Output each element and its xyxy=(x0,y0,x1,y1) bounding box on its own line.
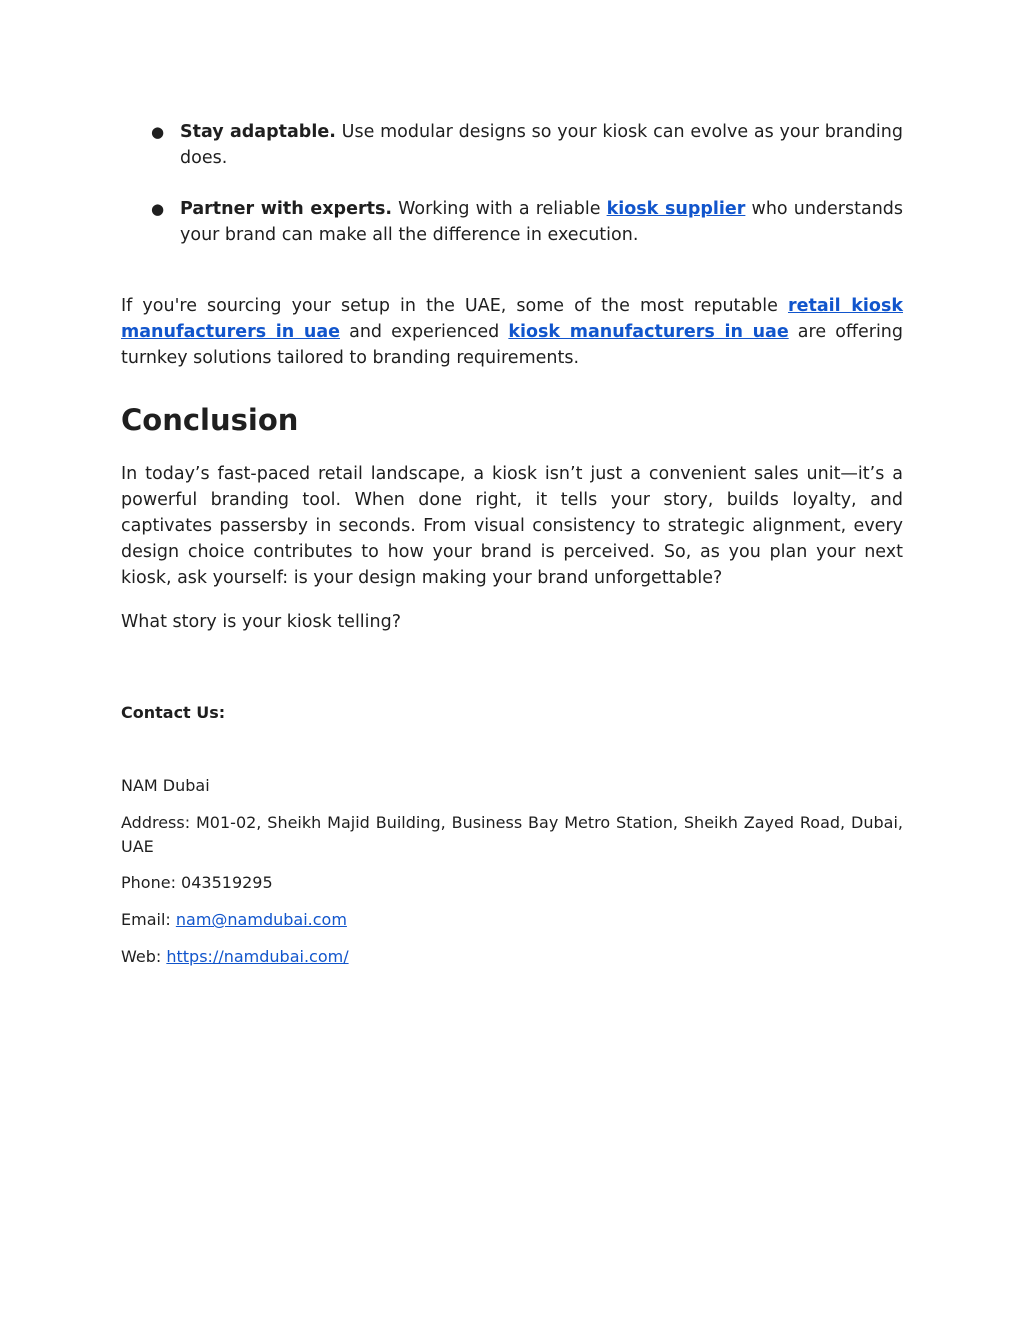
conclusion-paragraph: In today’s fast-paced retail landscape, a kiosk isn’t just a convenient sales unit—it’s a powerful branding tool. When done right, it tells your story, builds loyalty, and captivates passersby in seconds. From visual consistency to strategic alignment, every design choice contributes to how your brand is perceived. So, as you plan your next kiosk, ask yourself: is your design making your brand unforgettable? xyxy=(121,464,903,588)
bullet-icon: ● xyxy=(151,123,165,141)
list-item xyxy=(121,196,903,248)
bullet-text: Use modular designs so your kiosk can evolve as your branding does. xyxy=(180,122,903,168)
email-line xyxy=(121,908,903,932)
bullet-heading: Partner with experts. xyxy=(180,199,393,219)
contact-heading: Contact Us: xyxy=(121,703,226,722)
bullet-icon: ● xyxy=(151,200,165,218)
bullet-text: Working with a reliable xyxy=(392,199,607,219)
list-item xyxy=(121,119,903,171)
web-label: Web: xyxy=(121,947,167,966)
kiosk-supplier-link[interactable]: kiosk supplier xyxy=(606,199,746,219)
paragraph-text: If you're sourcing your setup in the UAE, some of the most reputable xyxy=(121,296,788,316)
paragraph-text: and experienced xyxy=(340,322,509,342)
closing-question: What story is your kiosk telling? xyxy=(121,612,402,632)
tips-list xyxy=(121,119,903,273)
email-label: Email: xyxy=(121,910,176,929)
company-name: NAM Dubai xyxy=(121,776,210,795)
sourcing-paragraph xyxy=(121,293,903,371)
web-line xyxy=(121,945,903,969)
retail-kiosk-manufacturers-link[interactable]: retail kiosk manufacturers in uae xyxy=(121,296,903,342)
bullet-text: who understands your brand can make all the difference in execution. xyxy=(180,199,904,245)
address-text: Address: M01-02, Sheikh Majid Building, Business Bay Metro Station, Sheikh Zayed Road, Dubai, UAE xyxy=(121,813,903,856)
paragraph-text: are offering turnkey solutions tailored to branding requirements. xyxy=(121,322,904,368)
conclusion-heading: Conclusion xyxy=(121,403,299,437)
email-link[interactable]: nam@namdubai.com xyxy=(175,910,347,929)
website-link[interactable]: https://namdubai.com/ xyxy=(166,947,349,966)
bullet-heading: Stay adaptable. xyxy=(180,122,336,142)
kiosk-manufacturers-link[interactable]: kiosk manufacturers in uae xyxy=(508,322,789,342)
phone-text: Phone: 043519295 xyxy=(121,873,273,892)
